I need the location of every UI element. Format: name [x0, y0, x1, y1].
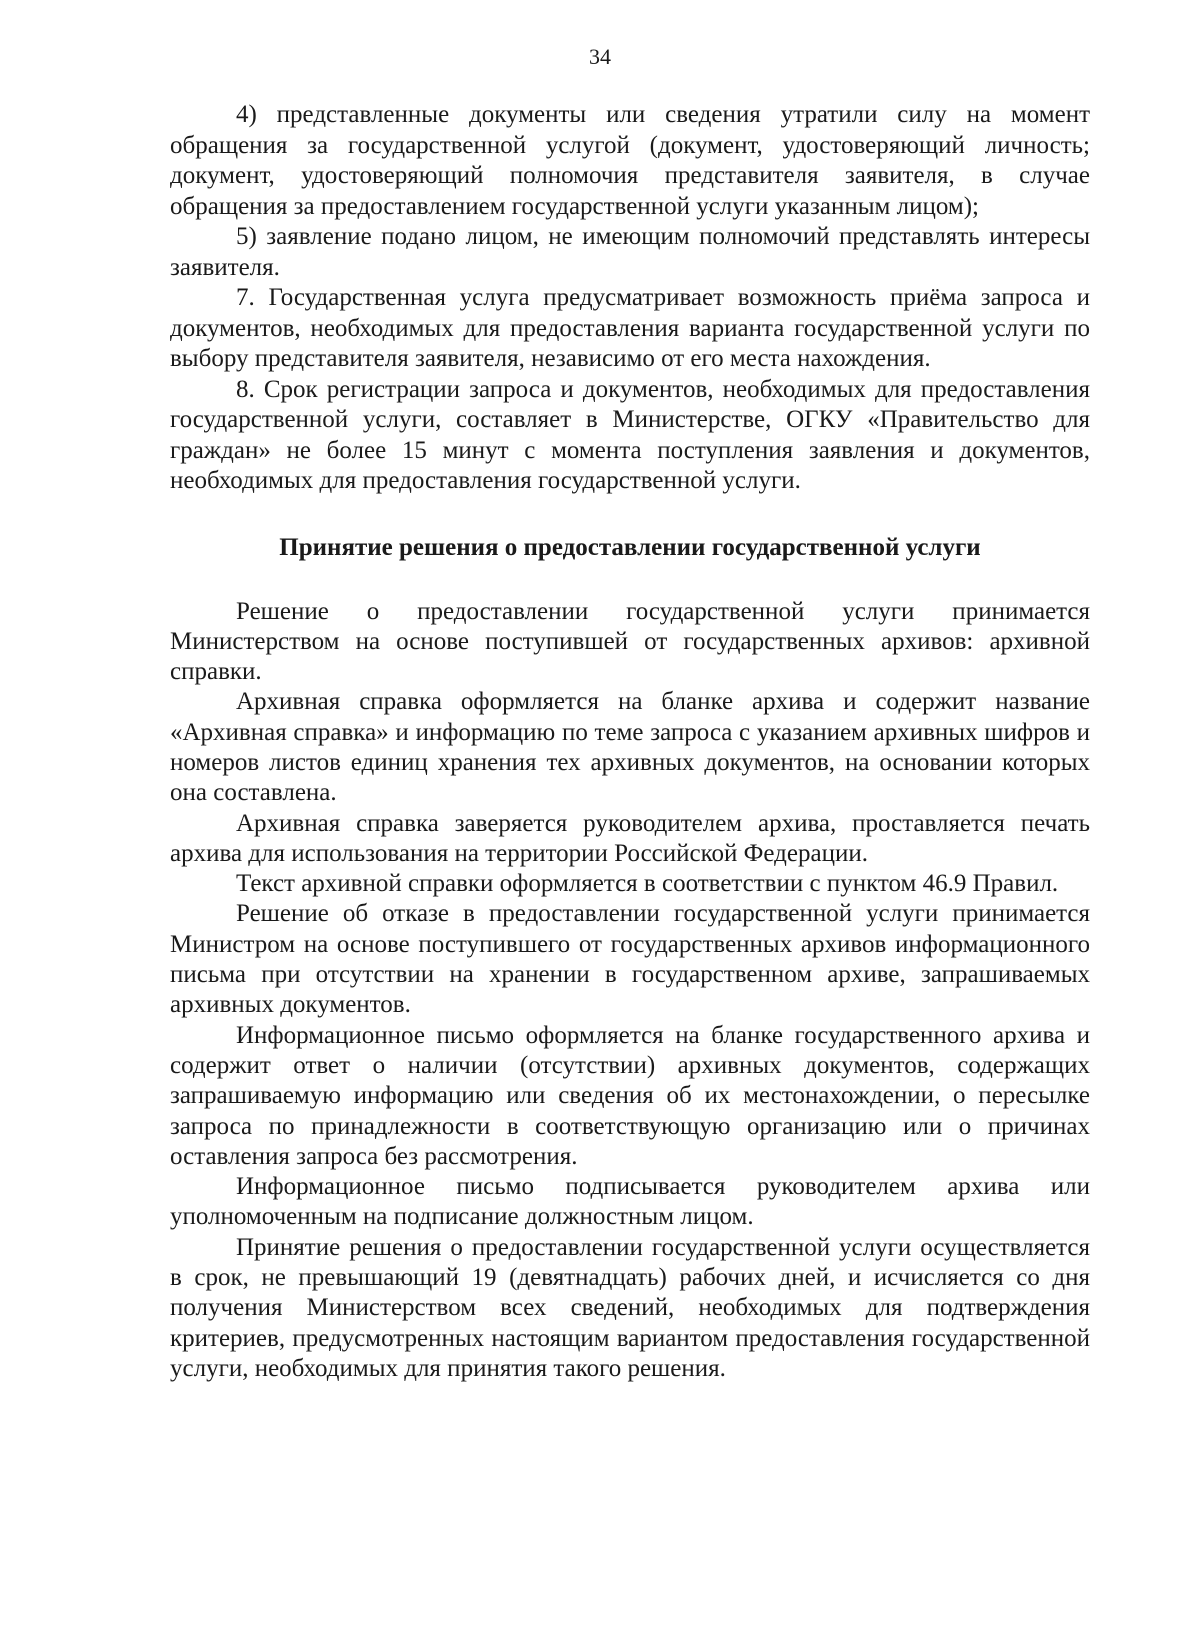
- paragraph-decision-deadline: Принятие решения о предоставлении государственной услуги осуществляется в срок, не превышающий 19 (девятнадцать) рабочих дней, и исчисляется со дня получения Министерством всех сведений, необходимых для подтверждения критериев, предусмотренных настоящим вариантом предоставления государственной услуги, необходимых для принятия такого решения.: [170, 1233, 1090, 1382]
- paragraph-archive-certificate-seal: Архивная справка заверяется руководителем архива, проставляется печать архива для использования на территории Российской Федерации.: [170, 809, 1090, 867]
- section-heading: Принятие решения о предоставлении государственной услуги: [279, 533, 981, 561]
- document-body: [170, 100, 1090, 1384]
- section-refusal-grounds: [170, 100, 1090, 497]
- paragraph-clause-8: 8. Срок регистрации запроса и документов, необходимых для предоставления государственной услуги, составляет в Министерстве, ОГКУ «Правительство для граждан» не более 15 минут с момента поступления заявления и документов, необходимых для предоставления государственной услуги.: [170, 375, 1090, 494]
- paragraph-information-letter-signature: Информационное письмо подписывается руководителем архива или уполномоченным на подписание должностным лицом.: [170, 1173, 1090, 1231]
- paragraph-item-5: 5) заявление подано лицом, не имеющим полномочий представлять интересы заявителя.: [170, 223, 1090, 281]
- section-decision: [170, 597, 1090, 1385]
- paragraph-refusal-decision: Решение об отказе в предоставлении государственной услуги принимается Министром на основе поступившего от государственных архивов информационного письма при отсутствии на хранении в государственном архиве, запрашиваемых архивных документов.: [170, 900, 1090, 1019]
- paragraph-archive-certificate-form: Архивная справка оформляется на бланке архива и содержит название «Архивная справка» и информацию по теме запроса с указанием архивных шифров и номеров листов единиц хранения тех архивных документов, на основании которых она составлена.: [170, 688, 1090, 807]
- page-number: 34: [589, 44, 611, 69]
- paragraph-information-letter-form: Информационное письмо оформляется на бланке государственного архива и содержит ответ о наличии (отсутствии) архивных документов, содержащих запрашиваемую информацию или сведения об их местонахождении, о пересылке запроса по принадлежности в соответствующую организацию или о причинах оставления запроса без рассмотрения.: [170, 1021, 1090, 1170]
- paragraph-clause-7: 7. Государственная услуга предусматривает возможность приёма запроса и документов, необходимых для предоставления варианта государственной услуги по выбору представителя заявителя, независимо от его места нахождения.: [170, 284, 1090, 372]
- paragraph-certificate-text-rules: Текст архивной справки оформляется в соответствии с пунктом 46.9 Правил.: [236, 870, 1059, 898]
- paragraph-decision-basis: Решение о предоставлении государственной услуги принимается Министерством на основе поступившей от государственных архивов: архивной справки.: [170, 597, 1090, 686]
- paragraph-item-4: 4) представленные документы или сведения утратили силу на момент обращения за государственной услугой (документ, удостоверяющий личность; документ, удостоверяющий полномочия представителя заявителя, в случае обращения за предоставлением государственной услуги указанным лицом);: [170, 101, 1090, 220]
